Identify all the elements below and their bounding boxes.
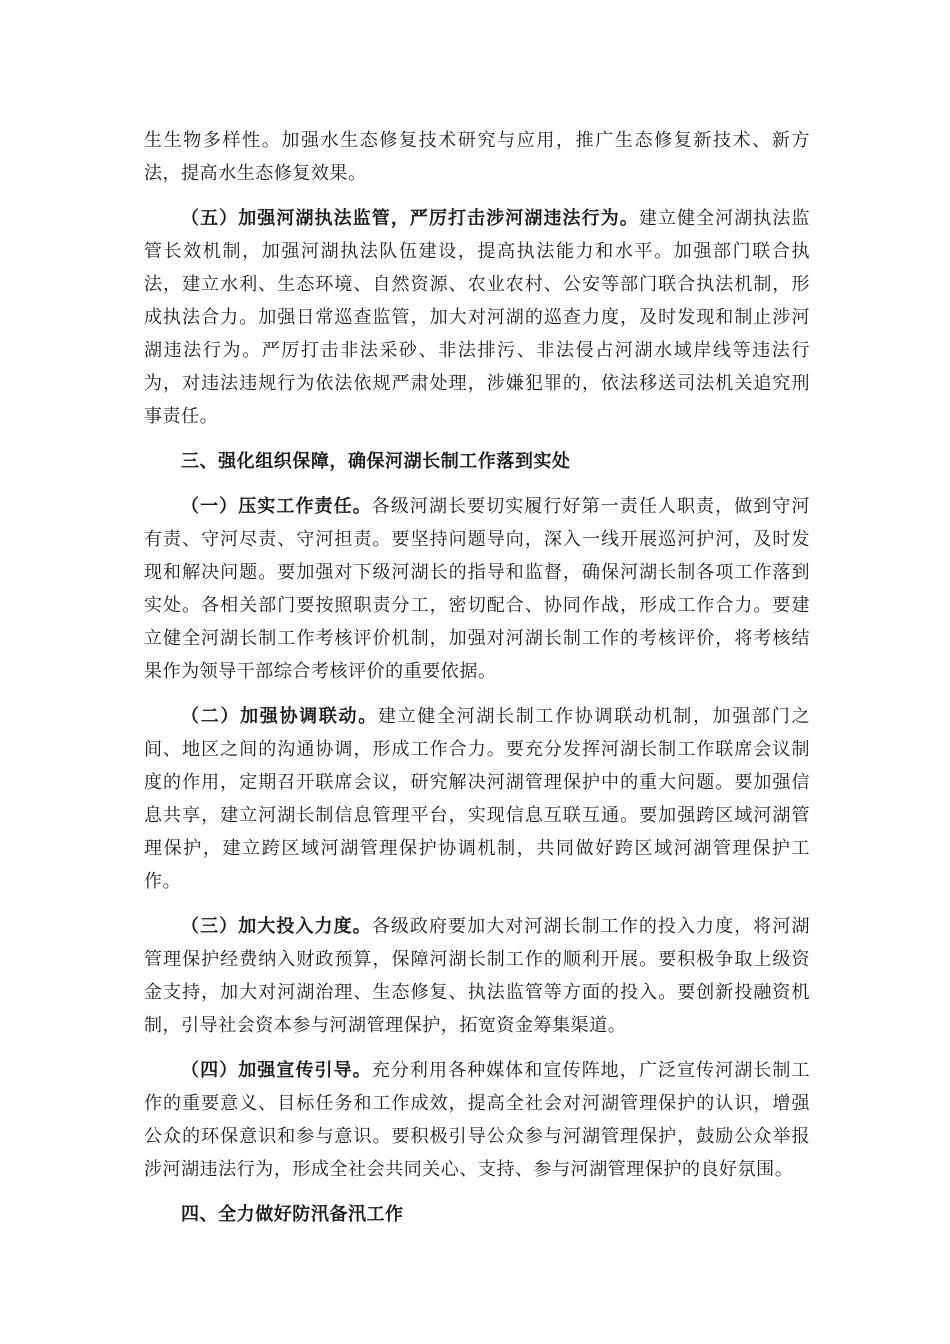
paragraph-publicity: [144, 1054, 810, 1186]
paragraph-investment: [144, 910, 810, 1042]
paragraph-lead: （五）加强河湖执法监管，严厉打击涉河湖违法行为。: [181, 208, 639, 229]
paragraph-body: 生生物多样性。加强水生态修复技术研究与应用，推广生态修复新技术、新方法，提高水生态修复效果。: [144, 130, 810, 184]
paragraph-coordination: [144, 700, 810, 898]
paragraph-body: 各级河湖长要切实履行好第一责任人职责，做到守河有责、守河尽责、守河担责。要坚持问题导向，深入一线开展巡河护河，及时发现和解决问题。要加强对下级河湖长的指导和监督，确保河湖长制各项工作落到实处。各相关部门要按照职责分工，密切配合、协同作战，形成工作合力。要建立健全河湖长制工作考核评价机制，加强对河湖长制工作的考核评价，将考核结果作为领导干部综合考核评价的重要依据。: [144, 496, 810, 682]
paragraph-body: 各级政府要加大对河湖长制工作的投入力度，将河湖管理保护经费纳入财政预算，保障河湖长制工作的顺利开展。要积极争取上级资金支持，加大对河湖治理、生态修复、执法监管等方面的投入。要创新投融资机制，引导社会资本参与河湖管理保护，拓宽资金筹集渠道。: [144, 916, 810, 1036]
section-heading-4: 四、全力做好防汛备汛工作: [181, 1204, 404, 1225]
paragraph-lead: （一）压实工作责任。: [181, 496, 372, 517]
paragraph-law-enforcement: [144, 202, 810, 433]
paragraph-responsibility: [144, 490, 810, 688]
paragraph-lead: （二）加强协调联动。: [181, 706, 378, 727]
paragraph-lead: （三）加大投入力度。: [181, 916, 372, 937]
document-body: [144, 124, 810, 1243]
paragraph-continuation: [144, 124, 810, 190]
paragraph-lead: （四）加强宣传引导。: [181, 1060, 372, 1081]
paragraph-body: 充分利用各种媒体和宣传阵地，广泛宣传河湖长制工作的重要意义、目标任务和工作成效，提高全社会对河湖管理保护的认识，增强公众的环保意识和参与意识。要积极引导公众参与河湖管理保护，鼓励公众举报涉河湖违法行为，形成全社会共同关心、支持、参与河湖管理保护的良好氛围。: [144, 1060, 810, 1180]
paragraph-body: 建立健全河湖执法监管长效机制，加强河湖执法队伍建设，提高执法能力和水平。加强部门联合执法，建立水利、生态环境、自然资源、农业农村、公安等部门联合执法机制，形成执法合力。加强日常巡查监管，加大对河湖的巡查力度，及时发现和制止涉河湖违法行为。严厉打击非法采砂、非法排污、非法侵占河湖水域岸线等违法行为，对违法违规行为依法依规严肃处理，涉嫌犯罪的，依法移送司法机关追究刑事责任。: [144, 208, 811, 427]
section-heading-3: 三、强化组织保障，确保河湖长制工作落到实处: [181, 451, 571, 472]
paragraph-body: 建立健全河湖长制工作协调联动机制，加强部门之间、地区之间的沟通协调，形成工作合力。要充分发挥河湖长制工作联席会议制度的作用，定期召开联席会议，研究解决河湖管理保护中的重大问题。要加强信息共享，建立河湖长制信息管理平台，实现信息互联互通。要加强跨区域河湖管理保护，建立跨区域河湖管理保护协调机制，共同做好跨区域河湖管理保护工作。: [144, 706, 810, 892]
